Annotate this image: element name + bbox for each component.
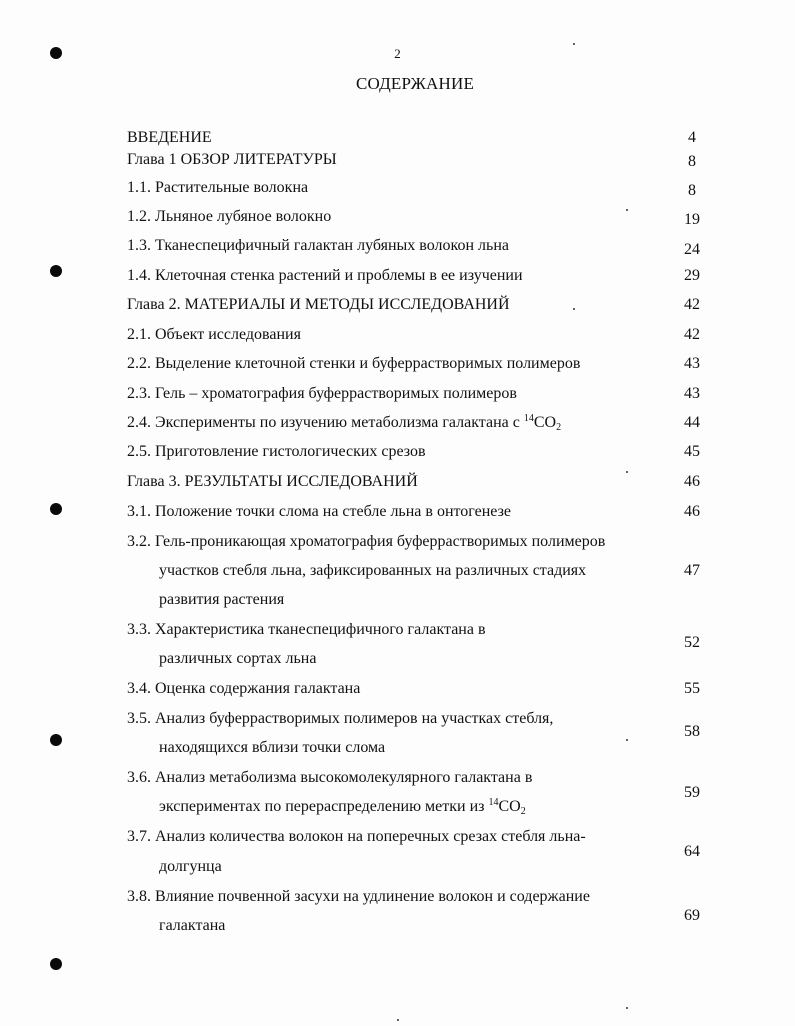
toc-entry: 3.7. Анализ количества волокон на поперечных срезах стебля льна-	[127, 828, 586, 845]
toc-entry: 2.5. Приготовление гистологических срезов	[127, 443, 426, 460]
toc-entry: 1.2. Льняное лубяное волокно	[127, 208, 332, 225]
toc-entry-continuation: долгунца	[159, 858, 222, 875]
toc-page-number: 8	[688, 153, 696, 170]
toc-page-number: 42	[684, 296, 700, 313]
chemical-formula: CO	[498, 798, 521, 815]
toc-page-number: 24	[684, 241, 700, 258]
formula-subscript: 2	[520, 806, 526, 817]
toc-entry: 1.4. Клеточная стенка растений и проблемы в ее изучении	[127, 267, 523, 284]
toc-page-number: 29	[684, 267, 700, 284]
toc-page-number: 46	[684, 503, 700, 520]
toc-entry-chapter-2: Глава 2. МАТЕРИАЛЫ И МЕТОДЫ ИССЛЕДОВАНИЙ	[127, 296, 510, 313]
toc-page-number: 55	[684, 680, 700, 697]
toc-entry: 3.8. Влияние почвенной засухи на удлинение волокон и содержание	[127, 888, 590, 905]
toc-page-number: 64	[684, 843, 700, 860]
isotope-superscript: 14	[523, 413, 534, 424]
toc-page-number: 69	[684, 907, 700, 924]
toc-entry: 1.1. Растительные волокна	[127, 179, 309, 196]
toc-page-number: 47	[684, 562, 700, 579]
toc-entry-continuation: участков стебля льна, зафиксированных на различных стадиях	[159, 562, 587, 579]
toc-page-number: 8	[688, 182, 696, 199]
toc-page-number: 19	[684, 211, 700, 228]
toc-entry-continuation	[159, 797, 526, 817]
toc-entry-text: 2.4. Эксперименты по изучению метаболизма галактана с	[127, 414, 524, 431]
toc-entry-continuation: развития растения	[159, 591, 285, 608]
toc-entry: 1.3. Тканеспецифичный галактан лубяных волокон льна	[127, 237, 509, 254]
toc-entry: 3.6. Анализ метаболизма высокомолекулярного галактана в	[127, 769, 533, 786]
formula-subscript: 2	[556, 422, 562, 433]
toc-entry-introduction: ВВЕДЕНИЕ	[127, 129, 212, 146]
toc-entry: 3.4. Оценка содержания галактана	[127, 680, 361, 697]
toc-entry-continuation: галактана	[159, 917, 226, 934]
toc-page-number: 42	[684, 326, 700, 343]
toc-page-number: 46	[684, 473, 700, 490]
toc-entry: 2.1. Объект исследования	[127, 326, 301, 343]
toc-entry-text: экспериментах по перераспределению метки из	[159, 798, 489, 815]
toc-entry: 3.1. Положение точки слома на стебле льна в онтогенезе	[127, 503, 512, 520]
toc-page-number: 45	[684, 443, 700, 460]
toc-page-number: 59	[684, 784, 700, 801]
toc-page-number: 44	[684, 414, 700, 431]
toc-entry: 3.3. Характеристика тканеспецифичного галактана в	[127, 621, 486, 638]
toc-entry: 3.2. Гель-проникающая хроматография буферрастворимых полимеров	[127, 533, 606, 550]
toc-entry-continuation: находящихся вблизи точки слома	[159, 739, 386, 756]
toc-entry-chapter-1: Глава 1 ОБЗОР ЛИТЕРАТУРЫ	[127, 151, 337, 168]
chemical-formula: CO	[533, 414, 557, 431]
toc-page-number: 43	[684, 355, 700, 372]
toc-page-number: 58	[684, 723, 700, 740]
page-title: СОДЕРЖАНИЕ	[355, 74, 475, 93]
toc-entry: 2.3. Гель – хроматография буферрастворимых полимеров	[127, 385, 517, 402]
toc-entry: 2.2. Выделение клеточной стенки и буферрастворимых полимеров	[127, 355, 581, 372]
toc-entry	[127, 413, 561, 433]
toc-page-number: 4	[688, 129, 696, 146]
toc-entry: 3.5. Анализ буферрастворимых полимеров на участках стебля,	[127, 710, 554, 727]
toc-entry-continuation: различных сортах льна	[159, 650, 317, 667]
toc-page-number: 52	[684, 634, 700, 651]
toc-entry-chapter-3: Глава 3. РЕЗУЛЬТАТЫ ИССЛЕДОВАНИЙ	[127, 473, 418, 490]
isotope-superscript: 14	[488, 797, 499, 808]
toc-page-number: 43	[684, 385, 700, 402]
page-number: 2	[394, 46, 401, 61]
